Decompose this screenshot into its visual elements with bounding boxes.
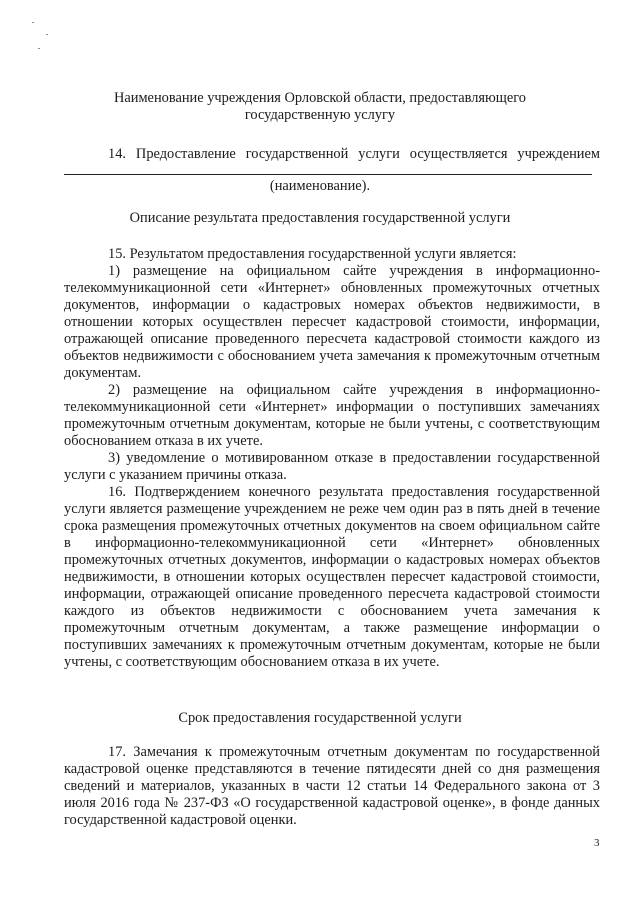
blank-fill-line bbox=[64, 174, 592, 175]
term-heading: Срок предоставления государственной услуги bbox=[178, 710, 462, 726]
paragraph-16: 16. Подтверждением конечного результата предоставления государственной услуги является размещение учреждением не реже чем один раз в пять дней в течение срока размещения промежуточных отчетных документов на своем официальном сайте в информационно-телекоммуникационной сети «Интернет» обновленных промежуточных отчетных документов, информации о кадастровых номерах объектов недвижимости, в отношении которых осуществлен пересчет кадастровой стоимости, информации, отражающей описание проведенного пересчета кадастровой стоимости каждого из объектов недвижимости с обоснованием учета замечания к промежуточным отчетным документам, а также размещение информации о поступивших замечаниях к промежуточным отчетным документам, которые не были учтены, с соответствующим обоснованием отказа в их учете. bbox=[64, 484, 600, 670]
paragraph-15: 15. Результатом предоставления государственной услуги является: bbox=[108, 246, 517, 262]
institution-heading: Наименование учреждения Орловской области, предоставляющего государственную услугу bbox=[113, 90, 527, 123]
paragraph-15-item-3: 3) уведомление о мотивированном отказе в предоставлении государственной услуги с указанием причины отказа. bbox=[64, 450, 600, 483]
scan-speck bbox=[38, 48, 40, 49]
result-heading: Описание результата предоставления государственной услуги bbox=[129, 210, 511, 226]
paragraph-15-item-1: 1) размещение на официальном сайте учреждения в информационно-телекоммуникационной сети «Интернет» обновленных промежуточных отчетных документов, информации о кадастровых номерах объектов недвижимости, в отношении которых осуществлен пересчет кадастровой стоимости, информации, отражающей описание проведенного пересчета кадастровой стоимости каждого из объектов недвижимости с обоснованием учета замечания к промежуточным отчетным документам. bbox=[64, 263, 600, 381]
paragraph-17: 17. Замечания к промежуточным отчетным документам по государственной кадастровой оценке представляются в течение пятидесяти дней со дня размещения сведений и материалов, указанных в части 12 статьи 14 Федерального закона от 3 июля 2016 года № 237-ФЗ «О государственной кадастровой оценке», в фонде данных государственной кадастровой оценки. bbox=[64, 744, 600, 828]
paragraph-14: 14. Предоставление государственной услуги осуществляется учреждением bbox=[108, 146, 600, 162]
paragraph-15-item-2: 2) размещение на официальном сайте учреждения в информационно-телекоммуникационной сети «Интернет» информации о поступивших замечаниях промежуточным отчетным документам, которые не были учтены, с соответствующим обоснованием отказа в их учете. bbox=[64, 382, 600, 449]
naming-caption: (наименование). bbox=[269, 178, 371, 194]
scan-speck bbox=[32, 22, 34, 23]
page-number: 3 bbox=[594, 837, 600, 849]
scan-speck bbox=[46, 34, 48, 35]
